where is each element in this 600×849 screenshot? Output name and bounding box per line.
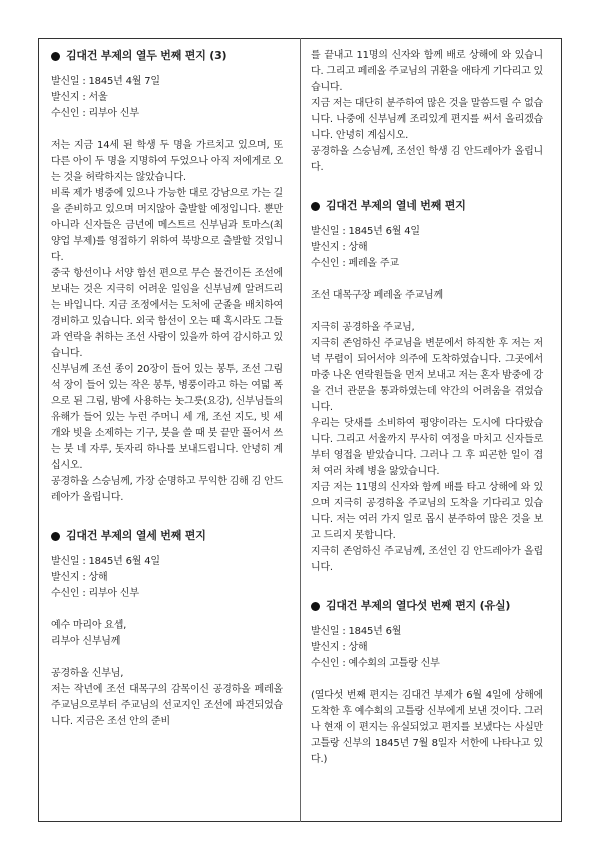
letter-section-15 bbox=[311, 598, 543, 768]
letter-section-12 bbox=[51, 48, 283, 506]
letter-section-14 bbox=[311, 198, 543, 576]
section-title: 김대건 부제의 열다섯 번째 편지 (유실) bbox=[326, 599, 511, 612]
body-paragraph: 저는 지금 14세 된 학생 두 명을 가르치고 있으며, 또 다른 아이 두 명을 지명하여 두었으나 아직 저에게로 오는 것을 허락하지는 않았습니다. bbox=[51, 140, 283, 183]
letter-section-13 bbox=[51, 528, 283, 730]
section-title: 김대건 부제의 열세 번째 편지 bbox=[66, 529, 206, 542]
body-paragraph: 리부아 신부님께 bbox=[51, 636, 121, 647]
body-paragraph: 지극히 존엄하신 주교님께, 조선인 김 안드레아가 올립니다. bbox=[311, 546, 543, 573]
body-paragraph: 예수 마리아 요셉, bbox=[51, 620, 127, 631]
section-heading bbox=[311, 198, 543, 214]
section-title: 김대건 부제의 열두 번째 편지 (3) bbox=[66, 49, 227, 62]
body-paragraph: 공경하올 신부님, bbox=[51, 668, 124, 679]
column-divider bbox=[300, 38, 301, 822]
body-paragraph: 신부님께 조선 종이 20장이 들어 있는 봉투, 조선 그림 석 장이 들어 있는 작은 봉투, 병풍이라고 하는 여덟 폭으로 된 그림, 밤에 사용하는 놋그릇(요강), 신부님들의 유해가 들어 있는 누런 주머니 세 개, 조선 지도, 빗 세 개와 빗을 소제하는 기구, 붓을 쓸 때 붓 끝만 풀어서 쓰는 붓 네 자루, 돗자리 하나를 보내드립니다. 안녕히 계십시오. bbox=[51, 364, 283, 471]
sent-date: 발신일 : 1845년 4월 7일 bbox=[51, 76, 160, 87]
letter-meta bbox=[311, 624, 543, 672]
body-paragraph: 를 끝내고 11명의 신자와 함께 배로 상해에 와 있습니다. 그리고 페레올 주교님의 귀환을 애타게 기다리고 있습니다. bbox=[311, 50, 543, 93]
body-paragraph: 우리는 닷새를 소비하여 평양이라는 도시에 다다랐습니다. 그리고 서울까지 무사히 여정을 마치고 신자들로부터 영접을 받았습니다. 그러나 그 후 피곤한 일이 겹쳐 여러 차례 병을 앓았습니다. bbox=[311, 418, 543, 477]
sent-from: 발신지 : 서울 bbox=[51, 92, 108, 103]
salutation: 조선 대목구장 페레올 주교님께 bbox=[311, 290, 443, 301]
sent-from: 발신지 : 상해 bbox=[311, 642, 368, 653]
bullet-icon bbox=[51, 532, 60, 541]
body-paragraph: 지금 저는 11명의 신자와 함께 배를 타고 상해에 와 있으며 지극히 공경하올 주교님의 도착을 기다리고 있습니다. 저는 여러 가지 일로 몹시 분주하여 많은 것을 보고 드리지 못합니다. bbox=[311, 482, 543, 541]
recipient: 수신인 : 페레올 주교 bbox=[311, 258, 399, 269]
letter-continuation bbox=[311, 48, 543, 176]
bullet-icon bbox=[311, 602, 320, 611]
section-title: 김대건 부제의 열네 번째 편지 bbox=[326, 199, 466, 212]
letter-meta bbox=[51, 74, 283, 122]
lost-letter-note: (열다섯 번째 편지는 김대건 부제가 6월 4일에 상해에 도착한 후 예수회의 고틀랑 신부에게 보낸 것이다. 그러나 현재 이 편지는 유실되었고 편지를 보냈다는 사실만 고틀랑 신부의 1845년 7월 8일자 서한에 나타나고 있다.) bbox=[311, 690, 543, 765]
body-paragraph: 지금 저는 대단히 분주하여 많은 것을 말씀드릴 수 없습니다. 나중에 신부님께 조리있게 편지를 써서 올리겠습니다. 안녕히 계십시오. bbox=[311, 98, 543, 141]
left-column bbox=[51, 48, 283, 752]
sent-date: 발신일 : 1845년 6월 bbox=[311, 626, 402, 637]
recipient: 수신인 : 리부아 신부 bbox=[51, 108, 139, 119]
recipient: 수신인 : 리부아 신부 bbox=[51, 588, 139, 599]
body-paragraph: 중국 항선이나 서양 함선 편으로 무슨 물건이든 조선에 보내는 것은 지극히 어려운 일임을 신부님께 알려드리는 바입니다. 지금 조정에서는 도처에 군졸을 배치하여 경비하고 있습니다. 외국 함선이 오는 때 혹시라도 그들과 연락을 취하는 조선 사람이 있을까 하여 감시하고 있습니다. bbox=[51, 268, 283, 359]
letter-meta bbox=[311, 224, 543, 272]
section-heading bbox=[311, 598, 543, 614]
body-paragraph: 공경하올 스승님께, 가장 순명하고 무익한 김해 김 안드레아가 올립니다. bbox=[51, 476, 283, 503]
section-heading bbox=[51, 48, 283, 64]
sent-from: 발신지 : 상해 bbox=[51, 572, 108, 583]
body-paragraph: 비록 제가 병중에 있으나 가능한 대로 강남으로 가는 길을 준비하고 있으며 머지않아 출발할 예정입니다. 뿐만 아니라 신자들은 금년에 메스트르 신부님과 토마스(최양업 부제)를 영접하기 위하여 북방으로 출발할 것입니다. bbox=[51, 188, 283, 263]
bullet-icon bbox=[311, 202, 320, 211]
sent-date: 발신일 : 1845년 6월 4일 bbox=[311, 226, 420, 237]
sent-from: 발신지 : 상해 bbox=[311, 242, 368, 253]
right-column bbox=[311, 48, 543, 790]
recipient: 수신인 : 예수회의 고틀랑 신부 bbox=[311, 658, 440, 669]
body-paragraph: 지극히 공경하올 주교님, bbox=[311, 322, 415, 333]
body-paragraph: 공경하올 스승님께, 조선인 학생 김 안드레아가 올립니다. bbox=[311, 146, 543, 173]
body-paragraph: 지극히 존엄하신 주교님을 변문에서 하직한 후 저는 저녁 무렵이 되어서야 의주에 도착하였습니다. 그곳에서 마중 나온 연락원들을 먼저 보내고 저는 혼자 밤중에 강을 건너 관문을 통과하였는데 약간의 어려움을 겪었습니다. bbox=[311, 338, 543, 413]
body-paragraph: 저는 작년에 조선 대목구의 감목이신 공경하올 페레올 주교님으로부터 주교님의 선교지인 조선에 파견되었습니다. 지금은 조선 안의 준비 bbox=[51, 684, 283, 727]
sent-date: 발신일 : 1845년 6월 4일 bbox=[51, 556, 160, 567]
letter-meta bbox=[51, 554, 283, 602]
bullet-icon bbox=[51, 52, 60, 61]
section-heading bbox=[51, 528, 283, 544]
